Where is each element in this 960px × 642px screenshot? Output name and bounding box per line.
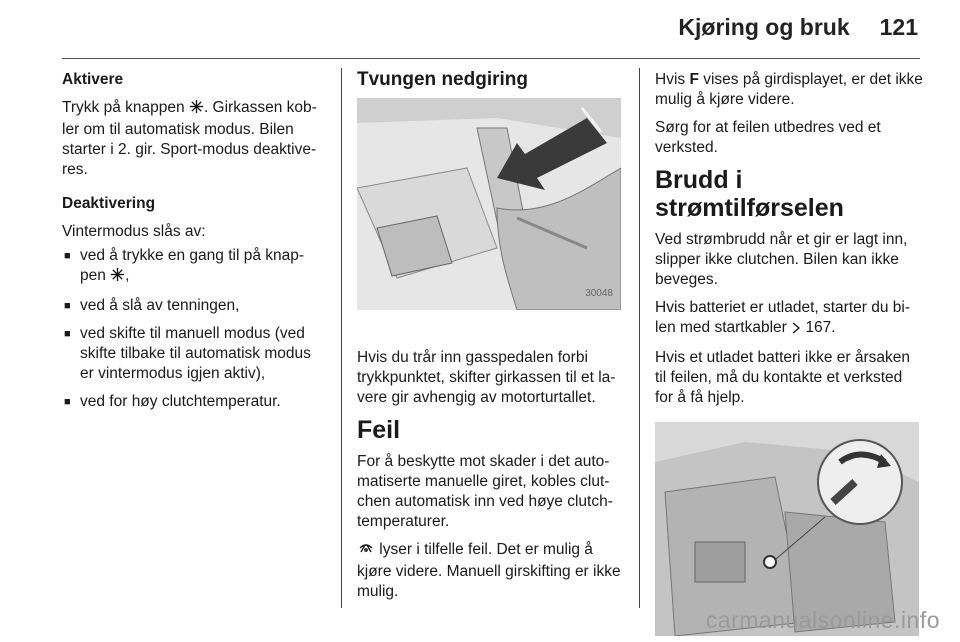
bullet-text: ved å trykke en gang til på knap-pen [80, 247, 305, 284]
figure-code: 30048 [585, 288, 613, 299]
repair-text: Sørg for at feilen utbedres ved et verksted. [655, 119, 881, 156]
list-item [62, 246, 328, 288]
fault-text: For å beskytte mot skader i det auto-matiserte manuelle giret, kobles clut-chen automatisk inn ved høye clutch-temperaturer. [357, 453, 613, 530]
f-paragraph [655, 70, 923, 110]
column-divider-1 [341, 68, 342, 608]
page-number: 121 [879, 14, 918, 40]
bullet-tail: , [125, 267, 130, 284]
activate-paragraph [62, 98, 328, 180]
activate-text-2: . Girkassen kob-ler om til automatisk modus. Bilen starter i 2. gir. Sport-modus deaktive-res. [62, 99, 317, 178]
warning-text: lyser i tilfelle feil. Det er mulig å kjøre videre. Manuell girskifting er ikke mulig. [357, 541, 621, 600]
power-heading: Brudd i strømtilførselen [655, 166, 844, 222]
warning-paragraph [357, 540, 623, 602]
battery-text-1: Hvis batteriet er utladet, starter du bi-len med startkabler [655, 299, 911, 336]
deactivate-list [62, 246, 328, 412]
f-text-2: vises på girdisplayet, er det ikke mulig å kjøre videre. [655, 71, 923, 108]
list-item: ■ ved å slå av tenningen, [62, 296, 328, 316]
middle-column [357, 70, 623, 610]
left-column [62, 70, 328, 420]
gearbox-warning-icon [357, 541, 375, 562]
f-text-1: Hvis [655, 71, 690, 88]
engine-bay-illustration [655, 422, 919, 636]
fault-heading: Feil [357, 416, 401, 444]
power-text: Ved strømbrudd når et gir er lagt inn, slipper ikke clutchen. Bilen kan ikke beveges. [655, 231, 908, 288]
snowflake-icon [110, 267, 125, 288]
battery-text-2: Hvis et utladet batteri ikke er årsaken til feilen, må du kontakte et verksted for å få hjelp. [655, 349, 911, 406]
list-item: ■ ved skifte til manuell modus (ved skifte tilbake til automatisk modus er vintermodus igjen aktiv), [62, 324, 328, 384]
battery-paragraph [655, 298, 923, 340]
snowflake-icon [189, 99, 204, 120]
page-header [678, 14, 918, 41]
page-reference-arrow-icon [791, 320, 801, 340]
deactivate-heading: Deaktivering [62, 195, 156, 212]
pedal-illustration [357, 98, 621, 310]
kickdown-heading: Tvungen nedgiring [357, 69, 528, 90]
battery-page-reference[interactable]: 167. [805, 319, 836, 336]
header-divider [62, 58, 920, 59]
activate-heading: Aktivere [62, 71, 124, 88]
list-item: ■ ved for høy clutchtemperatur. [62, 392, 328, 412]
pedal-figure [357, 98, 621, 310]
kickdown-text: Hvis du trår inn gasspedalen forbi trykkpunktet, skifter girkassen til et la-vere gir avhengig av motorturtallet. [357, 349, 616, 406]
deactivate-intro: Vintermodus slås av: [62, 223, 206, 240]
f-letter: F [689, 71, 699, 88]
watermark: carmanualsonline.info [705, 607, 940, 633]
right-column [655, 70, 923, 636]
battery-figure [655, 422, 919, 636]
activate-text-1: Trykk på knappen [62, 99, 189, 116]
section-title: Kjøring og bruk [678, 14, 850, 40]
column-divider-2 [639, 68, 640, 608]
